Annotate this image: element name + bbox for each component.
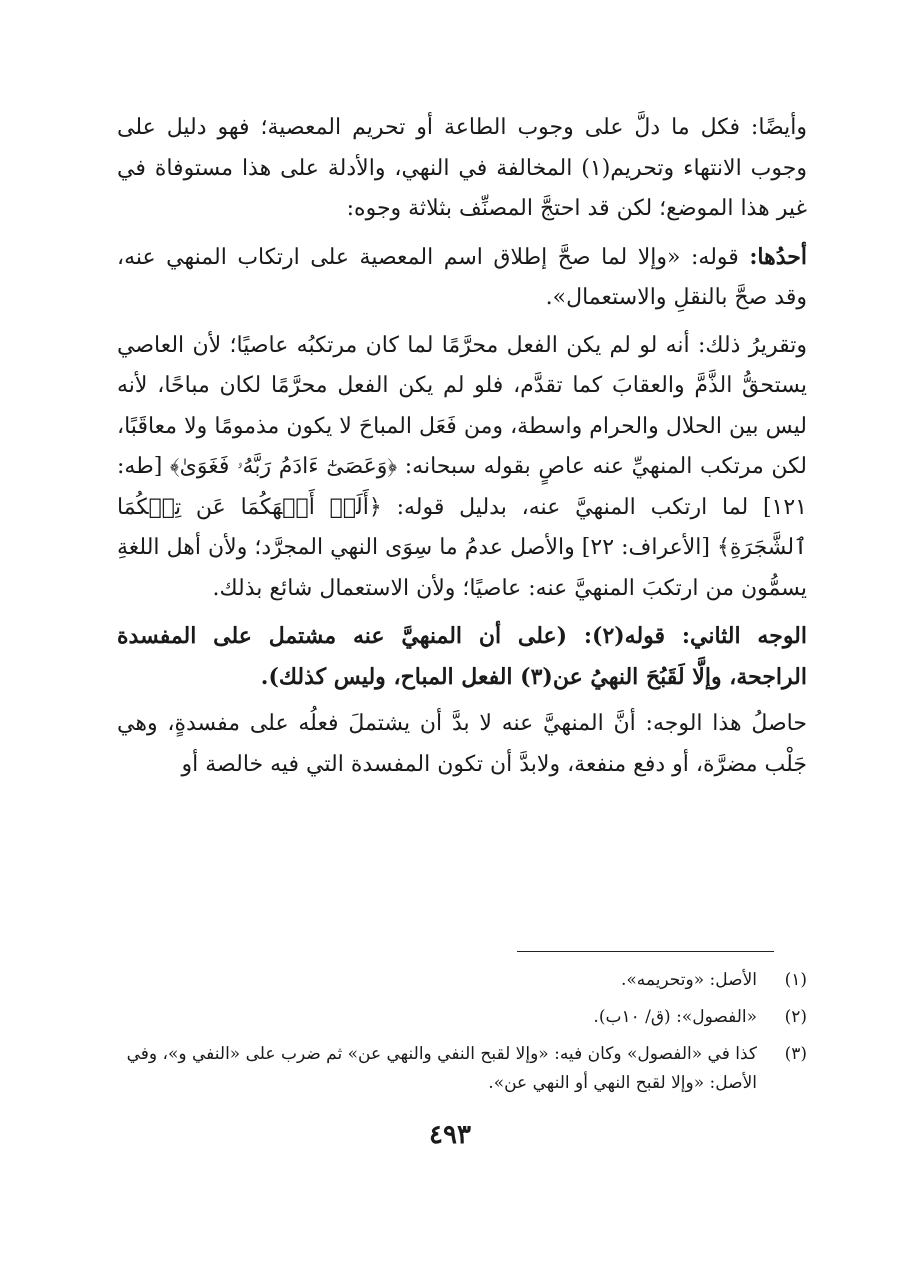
- footnote-text: كذا في «الفصول» وكان فيه: «وإلا لقبح النفي والنهي عن» ثم ضرب على «النفي و»، وفي الأصل: «وإلا لقبح النهي أو النهي عن».: [126, 1044, 757, 1093]
- footnote-number: (١): [784, 970, 807, 990]
- paragraph-5: حاصلُ هذا الوجه: أنَّ المنهيَّ عنه لا بدَّ أن يشتملَ فعلُه على مفسدةٍ، وهي جَلْب مضرَّة، أو دفع منفعة، ولابدَّ أن تكون المفسدة التي فيه خالصة أو: [117, 711, 807, 777]
- footnote-3: [117, 1040, 807, 1098]
- footnote-separator: [517, 951, 774, 952]
- footnote-2: [117, 1003, 807, 1032]
- paragraph-3: وتقريرُ ذلك: أنه لو لم يكن الفعل محرَّمًا لما كان مرتكبُه عاصيًا؛ لأن العاصي يستحقُّ الذَّمَّ والعقابَ كما تقدَّم، فلو لم يكن الفعل محرَّمًا لكان مباحًا، لأنه ليس بين الحلال والحرام واسطة، ومن فَعَل المباحَ لا يكون مذمومًا ولا معاقَبًا، لكن مرتكب المنهيِّ عنه عاصٍ بقوله سبحانه: ﴿وَعَصَىٰٓ ءَادَمُ رَبَّهُۥ فَغَوَىٰ﴾ [طه: ١٢١] لما ارتكب المنهيَّ عنه، بدليل قوله: ﴿أَلَمۡ أَنۡهَكُمَا عَن تِلۡكُمَا ٱلشَّجَرَةِ﴾ [الأعراف: ٢٢] والأصل عدمُ ما سِوَى النهي المجرَّد؛ ولأن أهل اللغةِ يسمُّون من ارتكبَ المنهيَّ عنه: عاصيًا؛ ولأن الاستعمال شائع بذلك.: [117, 332, 808, 601]
- page-body: [117, 108, 807, 792]
- footnote-number: (٢): [784, 1007, 807, 1027]
- paragraph-2-text: قوله: «وإلا لما صحَّ إطلاق اسم المعصية على ارتكاب المنهي عنه، وقد صحَّ بالنقلِ والاستعمال».: [117, 244, 807, 310]
- paragraph-2: [117, 237, 807, 319]
- footnotes: [117, 966, 807, 1106]
- footnote-text: الأصل: «وتحريمه».: [620, 970, 757, 990]
- footnote-1: [117, 966, 807, 995]
- paragraph-2-heading: أحدُها:: [749, 243, 807, 270]
- footnote-text: «الفصول»: (ق/ ١٠ب).: [593, 1007, 757, 1027]
- paragraph-1: وأيضًا: فكل ما دلَّ على وجوب الطاعة أو تحريم المعصية؛ فهو دليل على وجوب الانتهاء وتحريم(١) المخالفة في النهي، والأدلة على هذا مستوفاة في غير هذا الموضع؛ لكن قد احتجَّ المصنِّف بثلاثة وجوه:: [117, 115, 807, 221]
- paragraph-4-heading: الوجه الثاني: قوله(٢): (على أن المنهيَّ عنه مشتمل على المفسدة الراجحة، وإلَّا لَقَبُحَ النهيُ عن(٣) الفعل المباح، وليس كذلك).: [117, 623, 808, 690]
- page-number: ٤٩٣: [429, 1120, 471, 1150]
- footnote-number: (٣): [784, 1044, 807, 1064]
